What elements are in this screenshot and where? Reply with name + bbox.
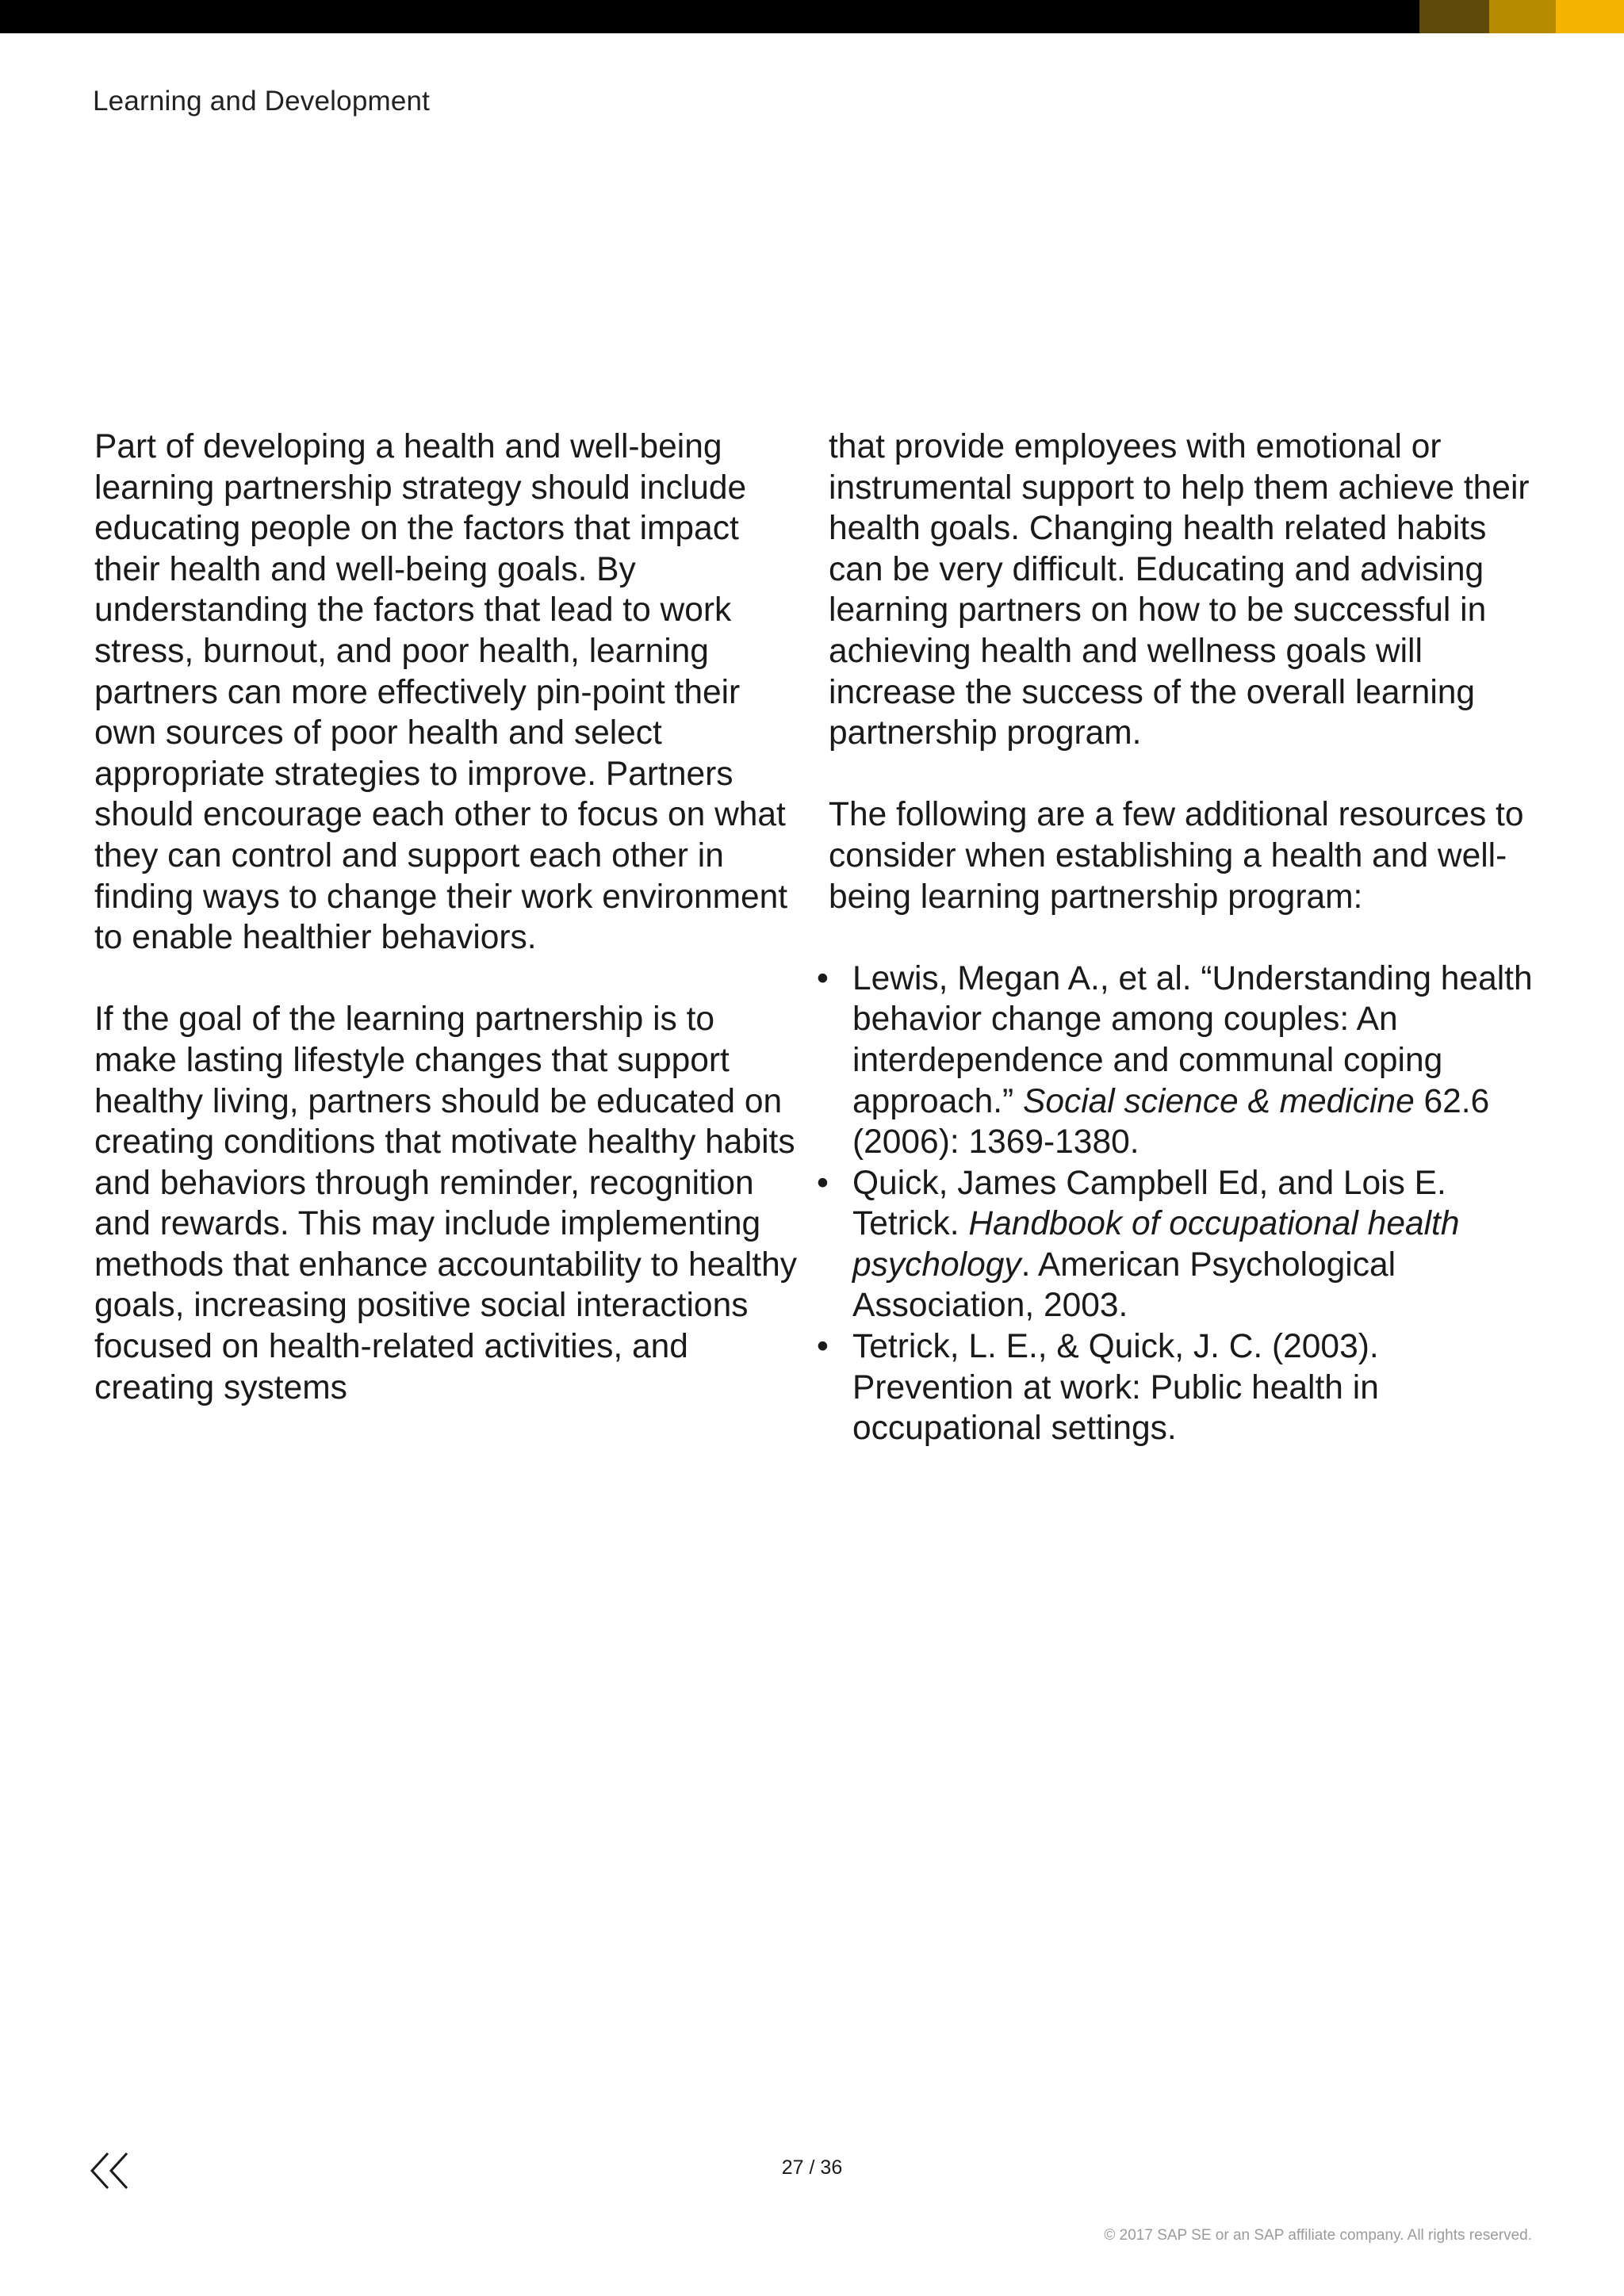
section-title: Learning and Development (93, 86, 431, 117)
top-brand-bar (0, 0, 1624, 33)
reference-list (817, 959, 1542, 1449)
brand-swatch-mid (1489, 0, 1556, 33)
copyright-notice: © 2017 SAP SE or an SAP affiliate company. All rights reserved. (1104, 2227, 1532, 2244)
body-paragraph: that provide employees with emotional or instrumental support to help them achieve their health goals. Changing health related habits can be very difficult. Educating and advising learning partners on how to be successful in achieving health and wellness goals will increase the success of the overall learning partnership program. (829, 428, 1530, 752)
brand-swatch-dark (1419, 0, 1489, 33)
bullet-icon: • (817, 1328, 829, 1366)
reference-text: Tetrick, L. E., & Quick, J. C. (2003). Prevention at work: Public health in occupational settings. (852, 1328, 1379, 1448)
body-paragraph: If the goal of the learning partnership is to make lasting lifestyle changes that support healthy living, partners should be educated on creating conditions that motivate healthy habits and behaviors through reminder, recognition and rewards. This may include implementing methods that enhance accountability to healthy goals, increasing positive social interactions focused on health-related activities, and creating systems (94, 1001, 798, 1406)
bullet-icon: • (817, 959, 829, 997)
reference-text: . American Psychological Association, 2003. (852, 1246, 1396, 1325)
reference-text: Lewis, Megan A., et al. “Understanding health behavior change among couples: An interdependence and communal coping approach.” (852, 959, 1533, 1120)
reference-text: Quick, James Campbell Ed, and Lois E. Tetrick. (852, 1164, 1446, 1243)
reference-item (817, 1326, 1542, 1449)
bullet-icon: • (817, 1164, 829, 1202)
reference-source: Handbook of occupational health psychology (852, 1205, 1460, 1284)
body-paragraph: Part of developing a health and well-being learning partnership strategy should include educating people on the factors that impact their health and well-being goals. By understanding the factors that lead to work stress, burnout, and poor health, learning partners can more effectively pin-point their own sources of poor health and select appropriate strategies to improve. Partners should encourage each other to focus on what they can control and support each other in finding ways to change their work environment to enable healthier behaviors. (94, 428, 788, 957)
right-column (817, 427, 1542, 1449)
reference-source: Social science & medicine (1023, 1082, 1415, 1120)
brand-swatch-light (1556, 0, 1624, 33)
page-number: 27 / 36 (781, 2156, 843, 2179)
left-column (94, 427, 802, 1449)
body-paragraph: The following are a few additional resources to consider when establishing a health and well-being learning partnership program: (829, 796, 1524, 916)
reference-item (817, 1163, 1542, 1326)
reference-item (817, 959, 1542, 1163)
reference-text: 62.6 (2006): 1369-1380. (852, 1082, 1490, 1161)
